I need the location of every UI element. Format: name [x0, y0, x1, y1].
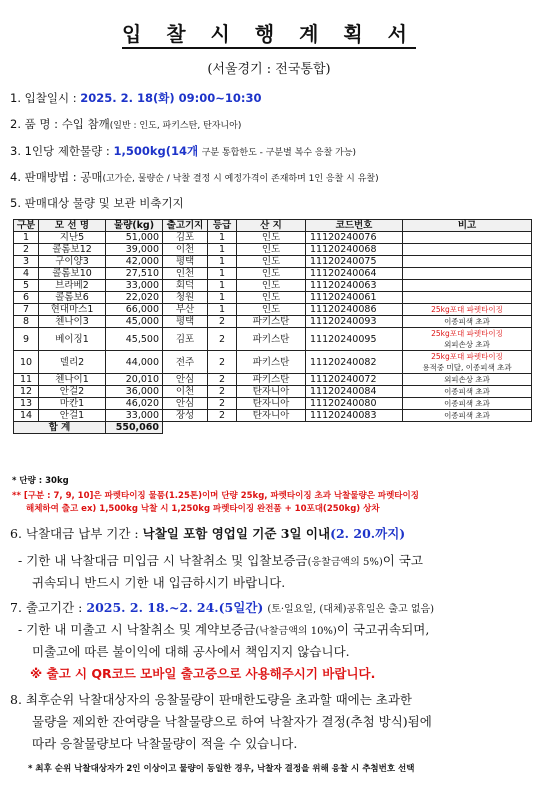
cell-base: 김포	[163, 232, 208, 244]
final-note: * 최후 순위 낙찰대상자가 2인 이상이고 물량이 동일한 경우, 낙찰자 결정을 위해 응찰 시 추첨번호 선택	[28, 764, 415, 774]
cell-base: 회덕	[163, 280, 208, 292]
cell-code: 11120240061	[306, 292, 403, 304]
cell-grade: 1	[208, 304, 237, 316]
sale-method-label: 4. 판매방법 :	[10, 170, 77, 184]
cell-note	[403, 410, 532, 422]
item-limit	[10, 143, 356, 159]
table-row	[14, 374, 532, 386]
cell-qty: 22,020	[106, 292, 163, 304]
cell-code: 11120240072	[306, 374, 403, 386]
cell-no: 10	[14, 351, 39, 374]
release-value: 2025. 2. 18.~2. 24.(5일간)	[86, 600, 264, 615]
cell-no: 13	[14, 398, 39, 410]
cell-base: 평택	[163, 316, 208, 328]
item-bid-datetime	[10, 90, 261, 106]
col-header: 구분	[14, 220, 39, 232]
product-label: 2. 품 명 :	[10, 117, 59, 131]
table-row	[14, 398, 532, 410]
table-row	[14, 244, 532, 256]
cell-code: 11120240082	[306, 351, 403, 374]
cell-grade: 1	[208, 292, 237, 304]
col-header: 모 선 명	[39, 220, 106, 232]
cell-base: 청원	[163, 292, 208, 304]
sales-table	[13, 219, 532, 434]
cell-origin: 탄자니아	[237, 398, 306, 410]
note-line-1: 25kg포대 파렛타이징	[431, 305, 503, 314]
cell-note	[403, 244, 532, 256]
cell-base: 안심	[163, 398, 208, 410]
release-note: (토·일요일, (대체)공휴일은 출고 없음)	[267, 604, 435, 615]
table-row	[14, 280, 532, 292]
cell-no: 14	[14, 410, 39, 422]
cell-qty: 20,010	[106, 374, 163, 386]
col-header: 물량(kg)	[106, 220, 163, 232]
cell-qty: 42,000	[106, 256, 163, 268]
cell-base: 이천	[163, 386, 208, 398]
cell-note	[403, 316, 532, 328]
cell-ship: 안걸1	[39, 410, 106, 422]
cell-no: 11	[14, 374, 39, 386]
cell-code: 11120240093	[306, 316, 403, 328]
item-final-rank-3: 따라 응찰물량보다 낙찰물량이 적을 수 있습니다.	[32, 736, 298, 751]
cell-origin: 탄자니아	[237, 386, 306, 398]
cell-no: 9	[14, 328, 39, 351]
note-line-1: 25kg포대 파렛타이징	[431, 329, 503, 338]
table-total-row	[14, 422, 532, 434]
cell-base: 전주	[163, 351, 208, 374]
col-header: 산 지	[237, 220, 306, 232]
bid-datetime-label: 1. 입찰일시 :	[10, 91, 77, 105]
footnote-unit: * 단량 : 30kg	[12, 476, 69, 486]
cell-base: 인천	[163, 268, 208, 280]
cell-ship: 콜롬보6	[39, 292, 106, 304]
qr-notice: ※ 출고 시 QR코드 모바일 출고증으로 사용해주시기 바랍니다.	[30, 666, 376, 681]
cell-grade: 2	[208, 351, 237, 374]
release-desc-1	[18, 620, 429, 638]
table-row	[14, 316, 532, 328]
footnote-pallet-1: ** [구분 : 7, 9, 10]은 파렛타이징 물품(1.25톤)이며 단량 25kg, 파렛타이징 초과 낙찰물량은 파렛타이징	[12, 491, 419, 501]
cell-grade: 1	[208, 232, 237, 244]
cell-grade: 1	[208, 244, 237, 256]
cell-no: 12	[14, 386, 39, 398]
note-line-2: 외피손상 초과	[444, 340, 490, 349]
cell-code: 11120240064	[306, 268, 403, 280]
cell-grade: 2	[208, 316, 237, 328]
note-line-1: 외피손상 초과	[444, 375, 490, 384]
cell-base: 부산	[163, 304, 208, 316]
limit-note: 구분 통합한도 - 구분별 복수 응찰 가능)	[201, 148, 357, 158]
cell-ship: 콜롬보10	[39, 268, 106, 280]
cell-base: 안심	[163, 374, 208, 386]
cell-ship: 지난5	[39, 232, 106, 244]
table-row	[14, 232, 532, 244]
cell-grade: 2	[208, 328, 237, 351]
cell-ship: 첸나이1	[39, 374, 106, 386]
item-sale-target: 5. 판매대상 물량 및 보관 비축기지	[10, 196, 184, 210]
cell-no: 2	[14, 244, 39, 256]
table-row	[14, 410, 532, 422]
table-row	[14, 256, 532, 268]
cell-base: 김포	[163, 328, 208, 351]
cell-qty: 51,000	[106, 232, 163, 244]
cell-origin: 인도	[237, 292, 306, 304]
bid-datetime-value: 2025. 2. 18(화) 09:00~10:30	[80, 91, 262, 105]
cell-code: 11120240095	[306, 328, 403, 351]
item-final-rank-1: 8. 최후순위 낙찰대상자의 응찰물량이 판매한도량을 초과할 때에는 초과한	[10, 692, 412, 707]
footnote-pallet-2: 해체하여 출고 ex) 1,500kg 낙찰 시 1,250kg 파렛타이징 완전품 + 10포대(250kg) 상차	[26, 504, 380, 514]
cell-grade: 2	[208, 410, 237, 422]
release-desc-2: 미출고에 따른 불이익에 대해 공사에서 책임지지 않습니다.	[32, 644, 350, 659]
cell-no: 4	[14, 268, 39, 280]
cell-qty: 66,000	[106, 304, 163, 316]
cell-qty: 33,000	[106, 410, 163, 422]
payment-desc-1c: 이 국고	[382, 553, 423, 568]
col-header: 코드번호	[306, 220, 403, 232]
cell-grade: 2	[208, 398, 237, 410]
item-release-period	[10, 598, 434, 616]
cell-no: 3	[14, 256, 39, 268]
cell-base: 장성	[163, 410, 208, 422]
cell-note	[403, 280, 532, 292]
cell-note	[403, 351, 532, 374]
payment-desc-1	[18, 551, 423, 569]
table-row	[14, 351, 532, 374]
cell-grade: 2	[208, 374, 237, 386]
payment-value: 낙찰일 포함 영업일 기준 3일 이내	[142, 526, 331, 541]
cell-grade: 2	[208, 386, 237, 398]
table-row	[14, 304, 532, 316]
cell-note	[403, 328, 532, 351]
cell-code: 11120240075	[306, 256, 403, 268]
cell-origin: 파키스탄	[237, 316, 306, 328]
total-value: 550,060	[106, 422, 163, 434]
cell-qty: 36,000	[106, 386, 163, 398]
payment-desc-1b: (응찰금액의 5%)	[307, 557, 383, 568]
sale-method-value: 공매	[80, 170, 103, 184]
cell-ship: 현대마스1	[39, 304, 106, 316]
cell-ship: 마칸1	[39, 398, 106, 410]
limit-label: 3. 1인당 제한물량 :	[10, 144, 110, 158]
release-desc-1a: - 기한 내 미출고 시 낙찰취소 및 계약보증금	[18, 622, 256, 637]
col-header: 출고기지	[163, 220, 208, 232]
cell-grade: 1	[208, 256, 237, 268]
table-row	[14, 268, 532, 280]
cell-grade: 1	[208, 268, 237, 280]
cell-code: 11120240084	[306, 386, 403, 398]
cell-origin: 인도	[237, 256, 306, 268]
cell-origin: 인도	[237, 232, 306, 244]
cell-code: 11120240068	[306, 244, 403, 256]
cell-note	[403, 398, 532, 410]
table-row	[14, 292, 532, 304]
payment-desc-1a: - 기한 내 낙찰대금 미입금 시 낙찰취소 및 입찰보증금	[18, 553, 308, 568]
note-line-1: 이종피색 초과	[444, 411, 490, 420]
table-header-row	[14, 220, 532, 232]
cell-qty: 45,000	[106, 316, 163, 328]
cell-note	[403, 256, 532, 268]
cell-ship: 안걸2	[39, 386, 106, 398]
cell-no: 6	[14, 292, 39, 304]
cell-qty: 45,500	[106, 328, 163, 351]
cell-qty: 39,000	[106, 244, 163, 256]
cell-code: 11120240080	[306, 398, 403, 410]
document-subtitle: (서울경기 : 전국통합)	[207, 62, 331, 77]
cell-no: 1	[14, 232, 39, 244]
cell-base: 평택	[163, 256, 208, 268]
cell-base: 이천	[163, 244, 208, 256]
item-payment-period	[10, 524, 405, 542]
cell-origin: 파키스탄	[237, 374, 306, 386]
col-header: 등급	[208, 220, 237, 232]
item-final-rank-2: 물량을 제외한 잔여량을 낙찰물량으로 하여 낙찰자가 결정(추첨 방식)됨에	[32, 714, 432, 729]
cell-ship: 베이징1	[39, 328, 106, 351]
limit-value: 1,500kg(14개	[113, 144, 199, 158]
item-product	[10, 116, 241, 132]
cell-code: 11120240076	[306, 232, 403, 244]
product-note: (일반 : 인도, 파키스탄, 탄자니아)	[109, 121, 242, 131]
table-row	[14, 328, 532, 351]
cell-origin: 인도	[237, 268, 306, 280]
payment-desc-2: 귀속되니 반드시 기한 내 입금하시기 바랍니다.	[32, 575, 286, 590]
cell-qty: 46,020	[106, 398, 163, 410]
note-line-1: 이종피색 초과	[444, 317, 490, 326]
cell-code: 11120240086	[306, 304, 403, 316]
cell-no: 7	[14, 304, 39, 316]
col-header: 비고	[403, 220, 532, 232]
note-line-1: 이종피색 초과	[444, 387, 490, 396]
cell-ship: 델리2	[39, 351, 106, 374]
cell-note	[403, 268, 532, 280]
cell-no: 8	[14, 316, 39, 328]
cell-grade: 1	[208, 280, 237, 292]
cell-note	[403, 304, 532, 316]
cell-note	[403, 232, 532, 244]
cell-note	[403, 374, 532, 386]
payment-date: (2. 20.까지)	[330, 526, 406, 541]
product-value: 수입 참깨	[61, 117, 110, 131]
total-label: 합 계	[14, 422, 106, 434]
cell-code: 11120240063	[306, 280, 403, 292]
cell-origin: 파키스탄	[237, 328, 306, 351]
note-line-2: 용적중 미달, 이종피색 초과	[422, 363, 512, 372]
sale-method-note: (고가순, 물량순 / 낙찰 결정 시 예정가격이 존재하며 1인 응찰 시 유찰)	[102, 174, 379, 184]
cell-note	[403, 386, 532, 398]
cell-origin: 파키스탄	[237, 351, 306, 374]
cell-qty: 33,000	[106, 280, 163, 292]
cell-origin: 탄자니아	[237, 410, 306, 422]
cell-qty: 27,510	[106, 268, 163, 280]
cell-ship: 구이양3	[39, 256, 106, 268]
release-desc-1c: 이 국고귀속되며,	[336, 622, 430, 637]
cell-origin: 인도	[237, 244, 306, 256]
cell-no: 5	[14, 280, 39, 292]
cell-qty: 44,000	[106, 351, 163, 374]
release-label: 7. 출고기간 :	[10, 600, 83, 615]
cell-ship: 콜롬보12	[39, 244, 106, 256]
cell-origin: 인도	[237, 304, 306, 316]
release-desc-1b: (낙찰금액의 10%)	[255, 626, 337, 637]
payment-label: 6. 낙찰대금 납부 기간 :	[10, 526, 139, 541]
cell-note	[403, 292, 532, 304]
note-line-1: 이종피색 초과	[444, 399, 490, 408]
table-row	[14, 386, 532, 398]
item-sale-method	[10, 169, 379, 185]
cell-origin: 인도	[237, 280, 306, 292]
cell-code: 11120240083	[306, 410, 403, 422]
cell-ship: 첸나이3	[39, 316, 106, 328]
note-line-1: 25kg포대 파렛타이징	[431, 352, 503, 361]
document-title: 입 찰 시 행 계 획 서	[0, 18, 538, 47]
cell-ship: 브라베2	[39, 280, 106, 292]
